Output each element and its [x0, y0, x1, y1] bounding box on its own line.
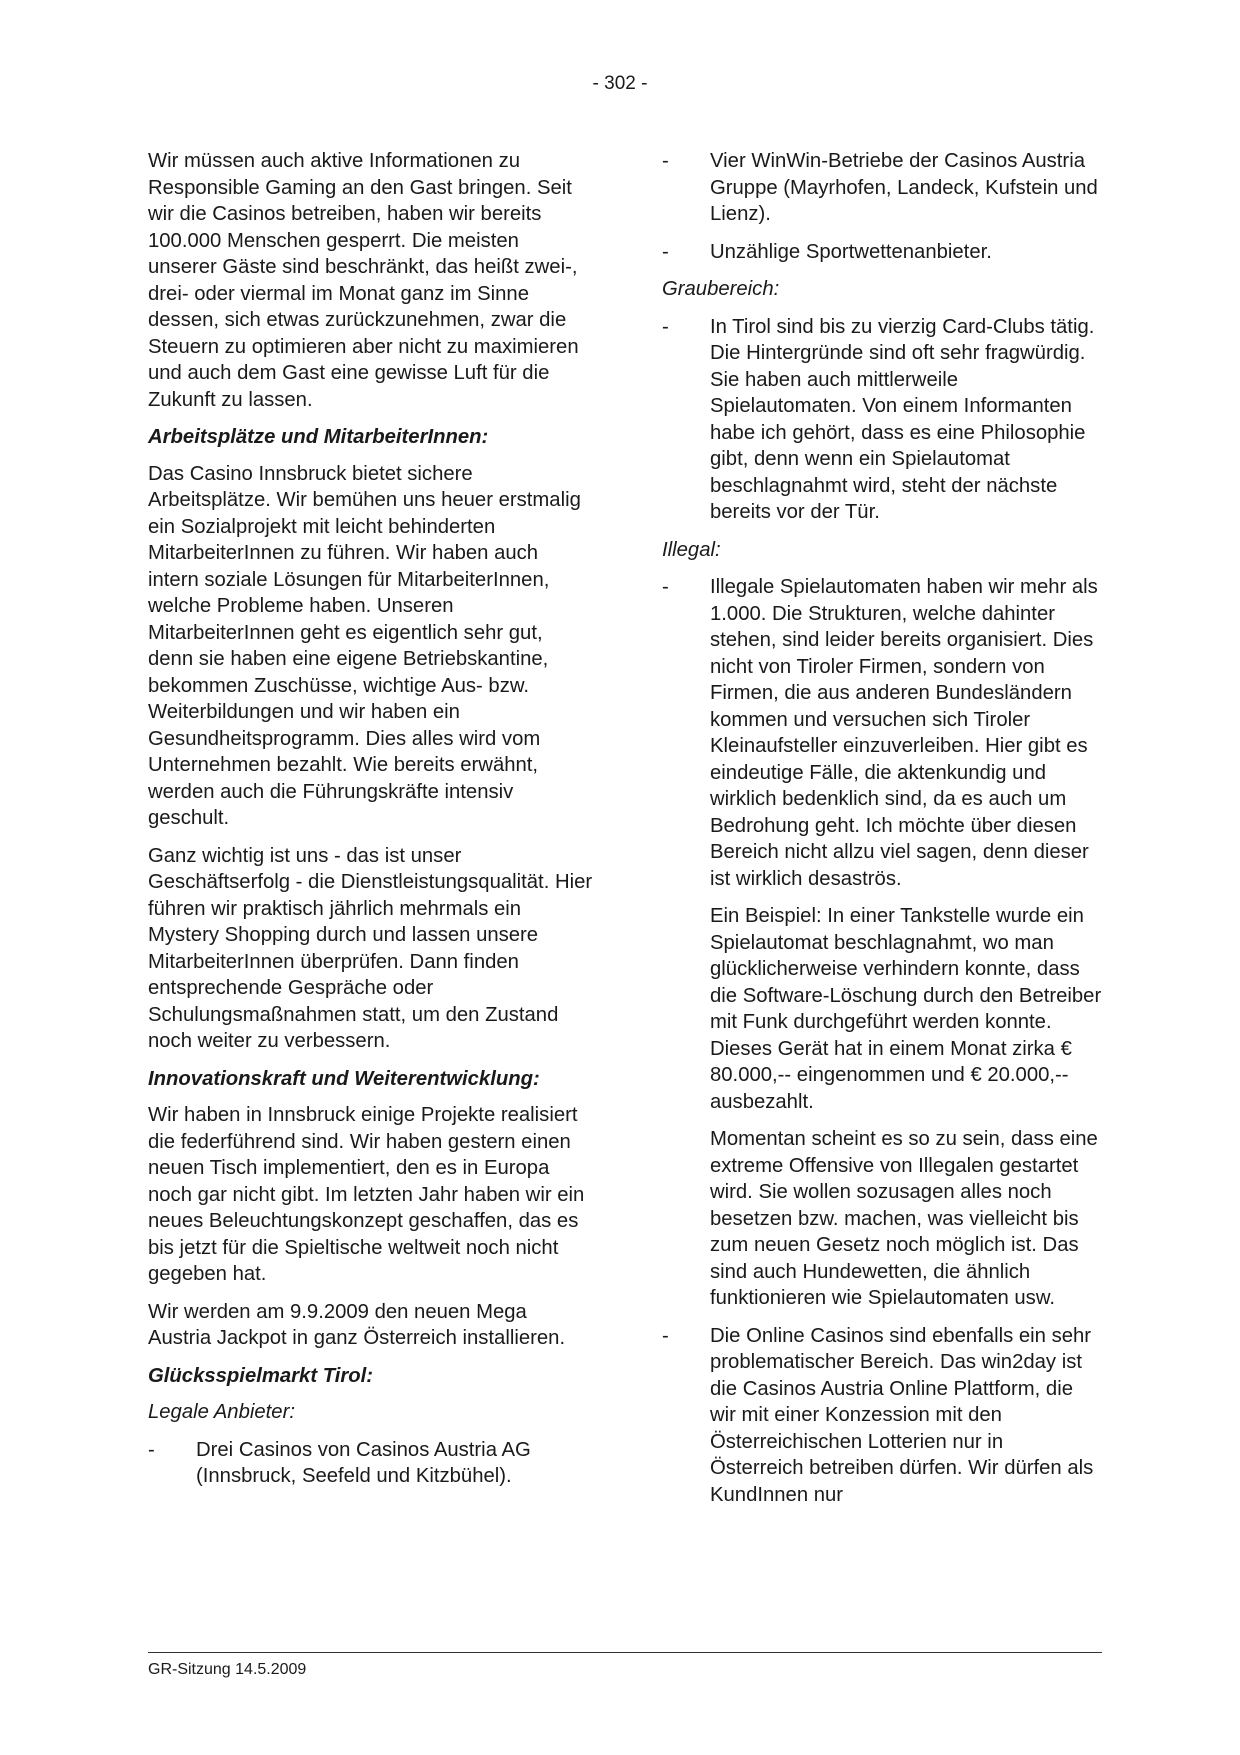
- footer-divider: [148, 1652, 1102, 1653]
- heading-innovationskraft: Innovationskraft und Weiterentwicklung:: [148, 1067, 540, 1090]
- list-dash: -: [148, 1438, 155, 1461]
- list-dash: -: [662, 1324, 669, 1347]
- list-item-text: Vier WinWin-Betriebe der Casinos Austria Gruppe (Mayrhofen, Landeck, Kufstein und Lienz).: [710, 150, 1098, 225]
- list-item: [662, 148, 1102, 228]
- left-column: [148, 148, 593, 1501]
- list-dash: -: [662, 240, 669, 263]
- list-dash: -: [662, 315, 669, 338]
- paragraph-dienstleistungsqualitaet: Ganz wichtig ist uns - das ist unser Geschäftserfolg - die Dienstleistungsqualität. Hier führen wir praktisch jährlich mehrmals ein Mystery Shopping durch und lassen unsere MitarbeiterInnen überprüfen. Dann finden entsprechende Gespräche oder Schulungsmaßnahmen statt, um den Zustand noch weiter zu verbessern.: [148, 844, 593, 1052]
- heading-gluecksspielmarkt: Glücksspielmarkt Tirol:: [148, 1364, 374, 1387]
- list-item-text: Die Online Casinos sind ebenfalls ein sehr problematischer Bereich. Das win2day ist die Casinos Austria Online Plattform, die wir mit einer Konzession mit den Österreichischen Lotterien nur in Österreich betreiben dürfen. Wir dürfen als KundInnen nur: [710, 1324, 1094, 1506]
- list-dash: -: [662, 576, 669, 598]
- list-item-text: Drei Casinos von Casinos Austria AG (Innsbruck, Seefeld und Kitzbühel).: [196, 1438, 531, 1487]
- paragraph-projekte: Wir haben in Innsbruck einige Projekte realisiert die federführend sind. Wir haben gestern einen neuen Tisch implementiert, den es in Europa noch gar nicht gibt. Im letzten Jahr haben wir ein neues Beleuchtungskonzept geschaffen, das es bis jetzt für die Spieltische weltweit noch nicht gegeben hat.: [148, 1104, 585, 1285]
- paragraph-responsible-gaming: Wir müssen auch aktive Informationen zu Responsible Gaming an den Gast bringen. Seit wir die Casinos betreiben, haben wir bereits 100.000 Menschen gesperrt. Die meisten unserer Gäste sind beschränkt, das heißt zwei-, drei- oder viermal im Monat ganz im Sinne dessen, sich etwas zurückzunehmen, zwar die Steuern zu optimieren aber nicht zu maximieren und auch dem Gast eine gewisse Luft für die Zukunft zu lassen.: [148, 150, 579, 411]
- list-item: [662, 1323, 1102, 1509]
- page-number: - 302 -: [592, 73, 648, 94]
- heading-arbeitsplaetze: Arbeitsplätze und MitarbeiterInnen:: [148, 426, 489, 448]
- list-item: [148, 1437, 593, 1490]
- subheading-illegal: Illegal:: [662, 538, 721, 561]
- paragraph-arbeitsplaetze: Das Casino Innsbruck bietet sichere Arbeitsplätze. Wir bemühen uns heuer erstmalig ein Sozialprojekt mit leicht behinderten MitarbeiterInnen zu führen. Wir haben auch intern soziale Lösungen für MitarbeiterInnen, welche Probleme haben. Unseren MitarbeiterInnen geht es eigentlich sehr gut, denn sie haben eine eigene Betriebskantine, bekommen Zuschüsse, wichtige Aus- bzw. Weiterbildungen und wir haben ein Gesundheitsprogramm. Dies alles wird vom Unternehmen bezahlt. Wie bereits erwähnt, werden auch die Führungskräfte intensiv geschult.: [148, 462, 581, 829]
- list-item: [662, 314, 1102, 526]
- list-item-text: In Tirol sind bis zu vierzig Card-Clubs tätig. Die Hintergründe sind oft sehr fragwürdig. Sie haben auch mittlerweile Spielautomaten. Von einem Informanten habe ich gehört, dass es eine Philosophie gibt, denn wenn ein Spielautomat beschlagnahmt wird, steht der nächste bereits vor der Tür.: [710, 315, 1095, 523]
- list-item-text: Momentan scheint es so zu sein, dass eine extreme Offensive von Illegalen gestartet wird. Sie wollen sozusagen alles noch besetzen bzw. machen, was vielleicht bis zum neuen Gesetz noch möglich ist. Das sind auch Hundewetten, die ähnlich funktionieren wie Spielautomaten usw.: [710, 1128, 1098, 1309]
- right-column: [662, 148, 1102, 1519]
- subheading-graubereich: Graubereich:: [662, 278, 780, 300]
- list-item-text: Ein Beispiel: In einer Tankstelle wurde ein Spielautomat beschlagnahmt, wo man glücklicherweise verhindern konnte, dass die Software-Löschung durch den Betreiber mit Funk durchgeführt werden konnte. Dieses Gerät hat in einem Monat zirka € 80.000,-- eingenommen und € 20.000,-- ausbezahlt.: [710, 905, 1102, 1113]
- subheading-legale-anbieter: Legale Anbieter:: [148, 1401, 295, 1423]
- list-item-text: Unzählige Sportwettenanbieter.: [710, 240, 992, 263]
- list-dash: -: [662, 150, 669, 172]
- list-item-text: Illegale Spielautomaten haben wir mehr als 1.000. Die Strukturen, welche dahinter stehen, sind leider bereits organisiert. Dies nicht von Tiroler Firmen, sondern von Firmen, die aus anderen Bundesländern kommen und versuchen sich Tiroler Kleinaufsteller einzuverleiben. Hier gibt es eindeutige Fälle, die aktenkundig und wirklich bedenklich sind, da es auch um Bedrohung geht. Ich möchte über diesen Bereich nicht allzu viel sagen, denn dieser ist wirklich desaströs.: [710, 576, 1098, 890]
- list-item: [662, 239, 1102, 266]
- paragraph-jackpot: Wir werden am 9.9.2009 den neuen Mega Austria Jackpot in ganz Österreich installieren.: [148, 1300, 566, 1349]
- list-item: [662, 574, 1102, 1312]
- footer-text: GR-Sitzung 14.5.2009: [148, 1661, 307, 1678]
